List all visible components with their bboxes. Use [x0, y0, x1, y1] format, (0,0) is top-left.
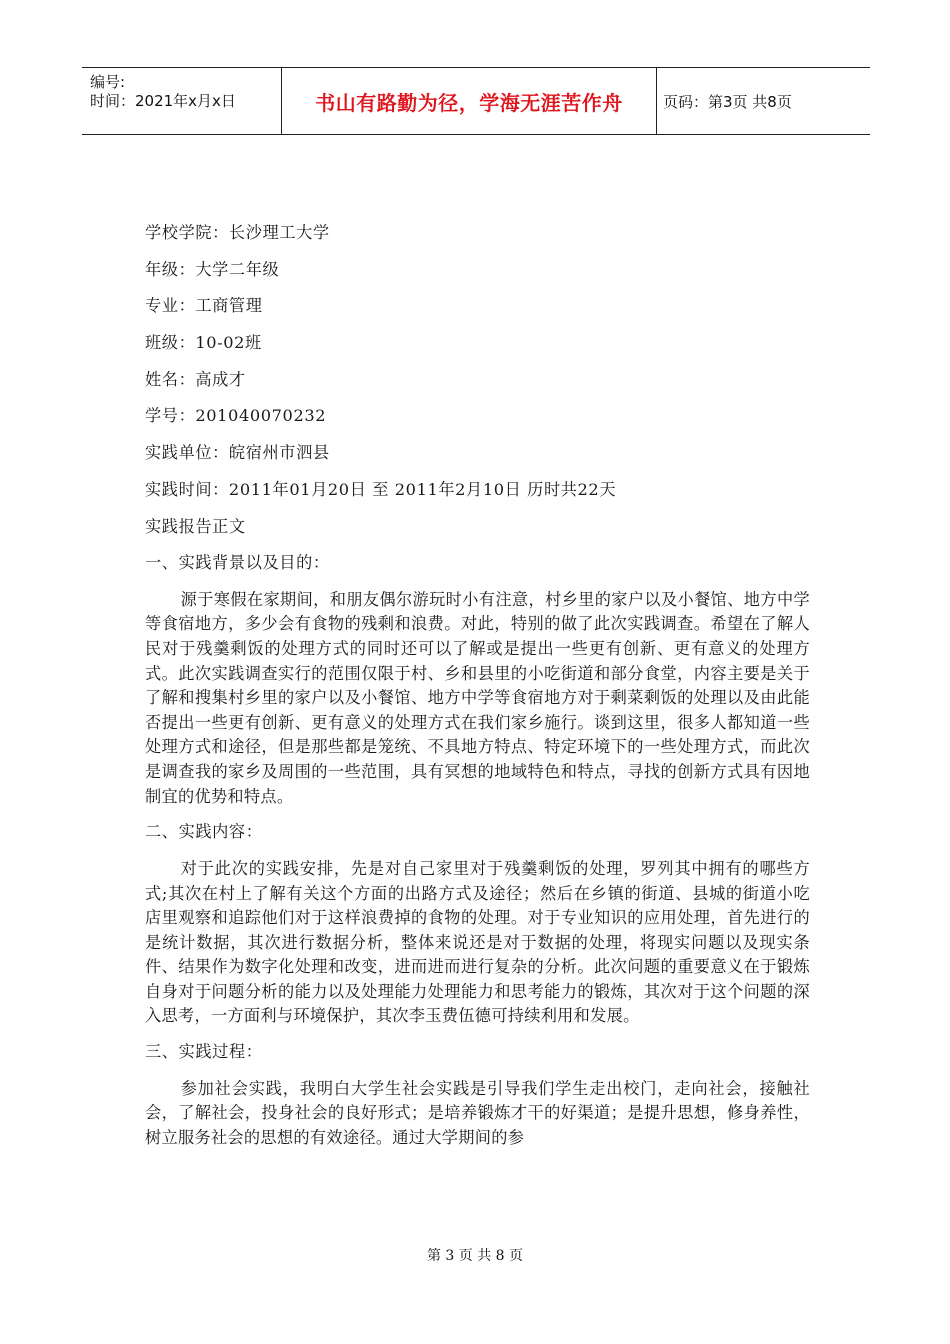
report-body-title: 实践报告正文 [145, 516, 246, 536]
field-practice-unit: 实践单位：皖宿州市泗县 [145, 443, 330, 463]
field-school: 学校学院：长沙理工大学 [145, 223, 330, 242]
document-time-label: 时间：2021年x月x日 [90, 92, 236, 110]
field-name: 姓名：高成才 [145, 369, 246, 389]
section-heading-content: 二、实践内容： [145, 822, 263, 842]
page-footer: 第 3 页 共 8 页 [426, 1248, 524, 1264]
field-grade: 年级：大学二年级 [145, 259, 280, 279]
field-class: 班级：10-02班 [145, 333, 262, 353]
section-paragraph-content: 对于此次的实践安排，先是对自己家里对于残羹剩饭的处理，罗列其中拥有的哪些方式;其次在村上了解有关这个方面的出路方式及途径；然后在乡镇的街道、县城的街道小吃店里观察和追踪他们对于这样浪费掉的食物的处理。对于专业知识的应用处理，首先进行的是统计数据，其次进行数据分析，整体来说还是对于数据的处理，将现实问题以及现实条件、结果作为数字化处理和改变，进而进而进行复杂的分析。此次问题的重要意义在于锻炼自身对于问题分析的能力以及处理能力处理能力和思考能力的锻炼，其次对于这个问题的深入思考，一方面利与环境保护，其次李玉费伍德可持续利用和发展。 [145, 858, 810, 1026]
report-body [145, 218, 810, 1159]
header-page-cell [657, 68, 870, 134]
field-practice-time: 实践时间：2011年01月20日 至 2011年2月10日 历时共22天 [145, 479, 617, 499]
document-number-label: 编号: [90, 73, 126, 91]
field-student-id: 学号：201040070232 [145, 406, 327, 426]
header-motto-cell [282, 68, 657, 134]
section-heading-process: 三、实践过程： [145, 1042, 263, 1062]
page-number-label: 页码：第3页 共8页 [663, 92, 792, 111]
section-paragraph-process: 参加社会实践，我明白大学生社会实践是引导我们学生走出校门，走向社会，接触社会，了解社会，投身社会的良好形式；是培养锻炼才干的好渠道；是提升思想，修身养性，树立服务社会的思想的有效途径。通过大学期间的参 [145, 1078, 810, 1147]
field-major: 专业：工商管理 [145, 296, 263, 316]
page-header [82, 67, 870, 135]
motto-text: 书山有路勤为径，学海无涯苦作舟 [315, 90, 623, 115]
section-paragraph-background: 源于寒假在家期间，和朋友偶尔游玩时小有注意，村乡里的家户以及小餐馆、地方中学等食宿地方，多少会有食物的残剩和浪费。对此，特别的做了此次实践调查。希望在了解人民对于残羹剩饭的处理方式的同时还可以了解或是提出一些更有创新、更有意义的处理方式。此次实践调查实行的范围仅限于村、乡和县里的小吃街道和部分食堂，内容主要是关于了解和搜集村乡里的家户以及小餐馆、地方中学等食宿地方对于剩菜剩饭的处理以及由此能否提出一些更有创新、更有意义的处理方式在我们家乡施行。谈到这里，很多人都知道一些处理方式和途径，但是那些都是笼统、不具地方特点、特定环境下的一些处理方式，而此次是调查我的家乡及周围的一些范围，具有冥想的地域特色和特点，寻找的创新方式具有因地制宜的优势和特点。 [145, 589, 810, 806]
section-heading-background: 一、实践背景以及目的： [145, 553, 330, 573]
header-meta [82, 68, 282, 134]
